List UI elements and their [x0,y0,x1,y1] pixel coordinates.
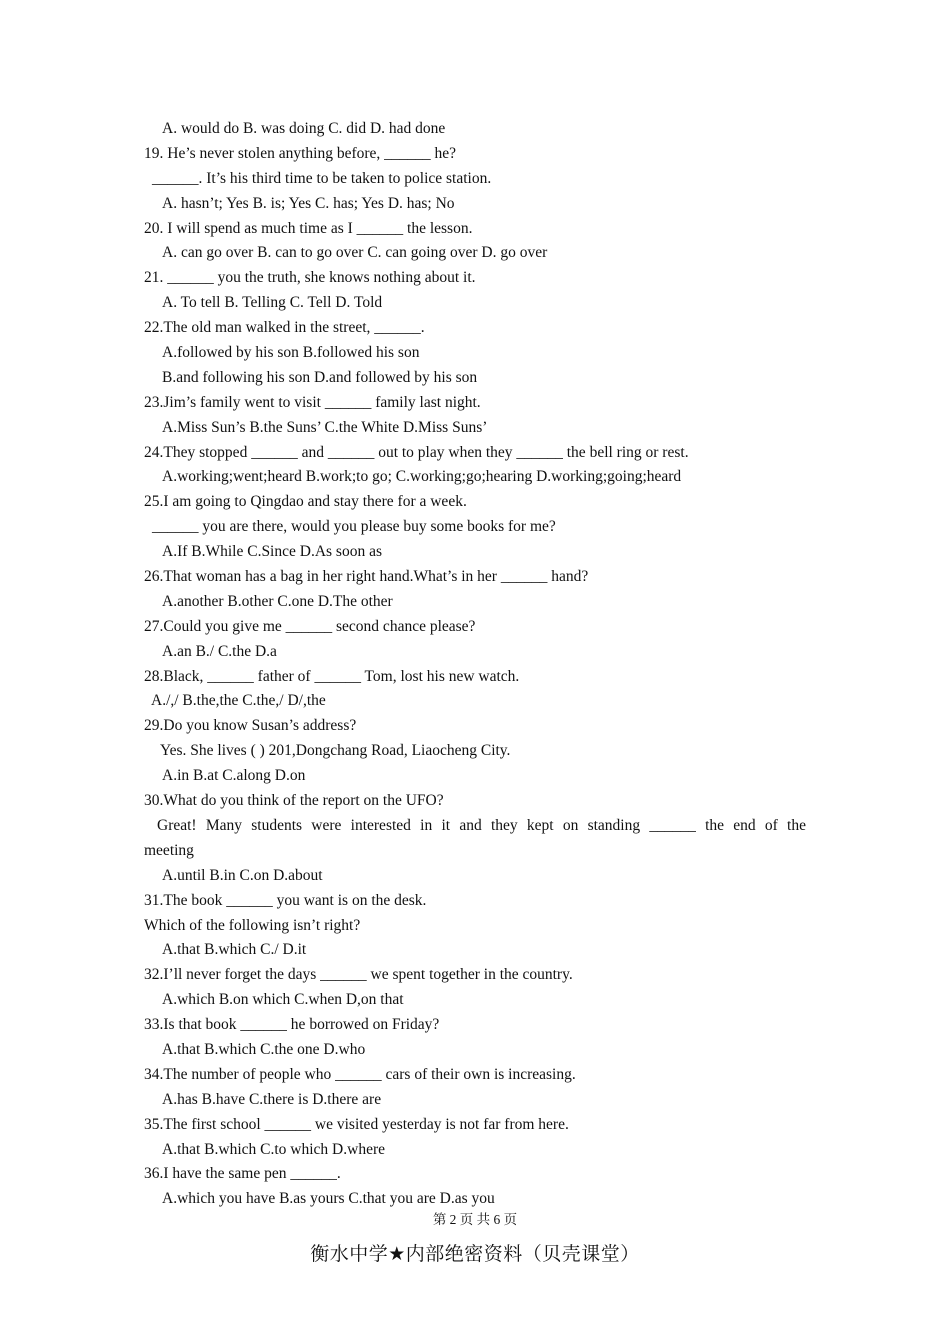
page-number: 第 2 页 共 6 页 [432,1212,518,1227]
question-24: 24.They stopped ______ and ______ out to play when they ______ the bell ring or rest. [144,443,689,461]
dialogue-line: meeting [144,841,194,859]
question-32: 32.I’ll never forget the days ______ we spent together in the country. [144,966,573,984]
question-35: 35.The first school ______ we visited yesterday is not far from here. [144,1115,569,1133]
option-line: A.that B.which C.the one D.who [162,1040,366,1058]
question-28: 28.Black, ______ father of ______ Tom, lost his new watch. [144,667,520,685]
option-line: A. To tell B. Telling C. Tell D. Told [162,294,383,312]
question-text [144,117,806,1212]
option-line: A.that B.which C.to which D.where [162,1140,385,1158]
option-line: A. can go over B. can to go over C. can going over D. go over [162,244,548,262]
question-36: 36.I have the same pen ______. [144,1165,341,1183]
question-30: 30.What do you think of the report on the UFO? [144,792,444,810]
question-23: 23.Jim’s family went to visit ______ family last night. [144,393,481,411]
option-line: B.and following his son D.and followed by his son [162,368,478,386]
option-line: A. would do B. was doing C. did D. had done [162,120,446,137]
question-20: 20. I will spend as much time as I ______ the lesson. [144,219,473,237]
question-27: 27.Could you give me ______ second chance please? [144,617,476,635]
option-line: A. hasn’t; Yes B. is; Yes C. has; Yes D. has; No [162,194,455,212]
question-25: 25.I am going to Qingdao and stay there for a week. [144,493,467,511]
option-line: A.followed by his son B.followed his son [162,344,420,362]
option-line: A.working;went;heard B.work;to go; C.working;go;hearing D.working;going;heard [162,468,682,486]
question-22: 22.The old man walked in the street, ______. [144,319,425,337]
option-line: A.If B.While C.Since D.As soon as [162,543,382,561]
option-line: A.another B.other C.one D.The other [162,592,393,610]
question-19: 19. He’s never stolen anything before, ______ he? [144,144,457,162]
question-26: 26.That woman has a bag in her right hand.What’s in her ______ hand? [144,568,589,586]
footer-banner: 衡水中学★内部绝密资料（贝壳课堂） [310,1243,640,1265]
option-line: A.Miss Sun’s B.the Suns’ C.the White D.Miss Suns’ [162,418,488,436]
dialogue-line: Great! Many students were interested in it and they kept on standing ______ the end of the [157,816,806,834]
question-31: 31.The book ______ you want is on the desk. [144,891,427,909]
option-line: A.an B./ C.the D.a [162,642,277,660]
question-34: 34.The number of people who ______ cars of their own is increasing. [144,1065,576,1083]
question-29: 29.Do you know Susan’s address? [144,717,357,735]
question-33: 33.Is that book ______ he borrowed on Friday? [144,1016,440,1034]
option-line: A.which B.on which C.when D,on that [162,991,404,1009]
question-line: ______ you are there, would you please buy some books for me? [152,518,556,536]
option-line: A.until B.in C.on D.about [162,866,323,884]
option-line: A./,/ B.the,the C.the,/ D/,the [151,692,326,710]
option-line: A.which you have B.as yours C.that you are D.as you [162,1190,495,1208]
option-line: A.that B.which C./ D.it [162,941,307,959]
dialogue-line: Yes. She lives ( ) 201,Dongchang Road, Liaocheng City. [160,742,511,760]
option-line: A.has B.have C.there is D.there are [162,1090,382,1108]
question-21: 21. ______ you the truth, she knows nothing about it. [144,269,476,287]
option-line: A.in B.at C.along D.on [162,767,306,785]
question-line: Which of the following isn’t right? [144,916,361,934]
answer-line: ______. It’s his third time to be taken to police station. [152,169,492,187]
